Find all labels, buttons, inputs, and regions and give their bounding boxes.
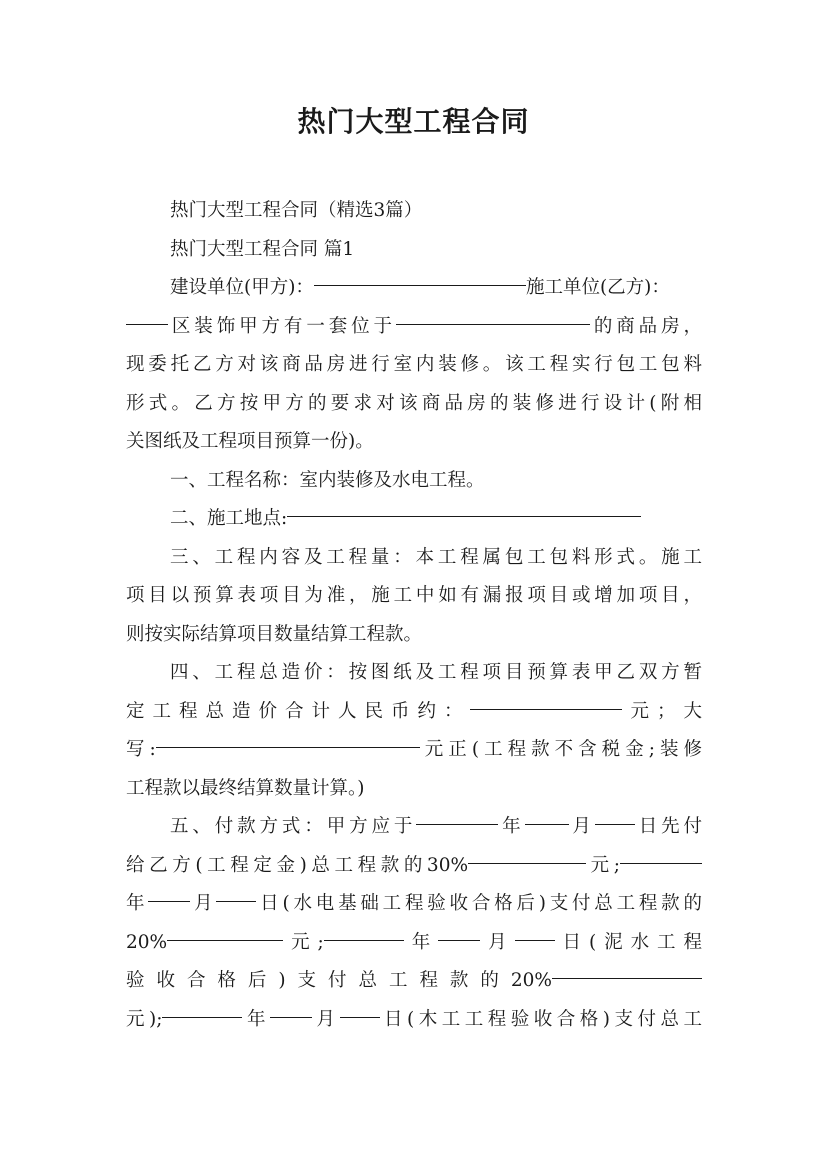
fill-blank — [126, 323, 168, 325]
fill-blank — [216, 900, 256, 902]
fill-blank — [595, 823, 635, 825]
text-run: 日(水电基础工程验收合格后)支付总工程款的 — [256, 893, 702, 914]
text-line — [126, 808, 702, 847]
text-line — [126, 693, 702, 732]
fill-blank — [324, 939, 404, 941]
text-run: 项目以预算表项目为准，施工中如有漏报项目或增加项目， — [126, 585, 702, 606]
text-run: 月 — [568, 816, 595, 837]
text-run: 日(木工工程验收合格)支付总工 — [379, 1008, 702, 1030]
text-line — [126, 385, 702, 424]
text-line — [126, 924, 702, 963]
fill-blank — [468, 862, 586, 864]
text-line — [126, 269, 702, 308]
fill-blank — [438, 939, 480, 941]
text-line — [126, 231, 702, 270]
text-line — [126, 962, 702, 1001]
text-line — [126, 539, 702, 578]
fill-blank — [314, 284, 526, 286]
fill-blank — [287, 515, 641, 517]
fill-blank — [552, 977, 702, 979]
text-run: 日(泥水工程 — [554, 931, 702, 953]
text-run: 热门大型工程合同 篇1 — [170, 238, 355, 260]
text-run: 四、工程总造价：按图纸及工程项目预算表甲乙双方暂 — [170, 662, 702, 683]
text-run: 热门大型工程合同（精选3篇） — [170, 200, 423, 221]
text-run: 元; — [586, 854, 620, 876]
text-line — [126, 885, 702, 924]
text-run: 验收合格后)支付总工程款的20% — [126, 970, 552, 991]
text-run: 二、施工地点: — [170, 508, 288, 529]
text-run: 年 — [403, 931, 439, 953]
fill-blank — [470, 708, 622, 710]
text-run: 20% — [126, 931, 168, 953]
text-line — [126, 500, 702, 539]
text-line — [126, 192, 702, 231]
fill-blank — [396, 323, 590, 325]
text-line — [126, 654, 702, 693]
text-run: 区装饰甲方有一套位于 — [168, 315, 396, 337]
text-line — [126, 577, 702, 616]
text-run: 施工单位(乙方)： — [525, 277, 670, 298]
fill-blank — [270, 1016, 312, 1018]
fill-blank — [162, 1016, 242, 1018]
text-run: 则按实际结算项目数量结算工程款。 — [126, 623, 423, 645]
fill-blank — [167, 939, 283, 941]
text-run: 定工程总造价合计人民币约： — [126, 700, 471, 722]
text-run: 元正(工程款不含税金;装修 — [419, 739, 703, 760]
fill-blank — [156, 746, 420, 748]
text-line — [126, 308, 702, 347]
document-body — [126, 192, 702, 1039]
text-run: 写: — [126, 739, 156, 760]
text-line — [126, 847, 702, 886]
fill-blank — [148, 900, 190, 902]
fill-blank — [515, 939, 555, 941]
text-run: 年 — [126, 893, 149, 914]
text-run: 现委托乙方对该商品房进行室内装修。该工程实行包工包料 — [126, 354, 702, 375]
text-run: 关图纸及工程项目预算一份)。 — [126, 431, 374, 452]
text-line — [126, 616, 702, 655]
document-title: 热门大型工程合同 — [297, 105, 530, 138]
text-run: 给乙方(工程定金)总工程款的30% — [126, 854, 469, 876]
text-run: 元; — [283, 931, 324, 953]
text-run: 元；大 — [622, 700, 702, 722]
text-run: 五、付款方式：甲方应于 — [170, 816, 417, 837]
text-run: 日先付 — [634, 816, 702, 837]
text-line — [126, 1001, 702, 1040]
fill-blank — [620, 862, 702, 864]
text-run: 的商品房， — [589, 315, 702, 337]
text-line — [126, 770, 702, 809]
text-run: 月 — [190, 893, 217, 914]
text-run: 工程款以最终结算数量计算。) — [126, 777, 365, 799]
text-line — [126, 462, 702, 501]
text-run: 一、工程名称：室内装修及水电工程。 — [170, 469, 485, 491]
fill-blank — [416, 823, 498, 825]
text-run: 建设单位(甲方)： — [170, 277, 314, 298]
text-run: 三、工程内容及工程量：本工程属包工包料形式。施工 — [170, 546, 702, 568]
text-run: 元); — [126, 1008, 163, 1030]
text-run: 形式。乙方按甲方的要求对该商品房的装修进行设计(附相 — [126, 392, 702, 414]
fill-blank — [340, 1016, 380, 1018]
text-line — [126, 423, 702, 462]
text-line — [126, 731, 702, 770]
text-line — [126, 346, 702, 385]
text-run: 年 — [242, 1008, 270, 1030]
text-run: 年 — [498, 816, 525, 837]
text-run: 月 — [311, 1008, 340, 1030]
text-run: 月 — [480, 931, 515, 953]
fill-blank — [525, 823, 569, 825]
